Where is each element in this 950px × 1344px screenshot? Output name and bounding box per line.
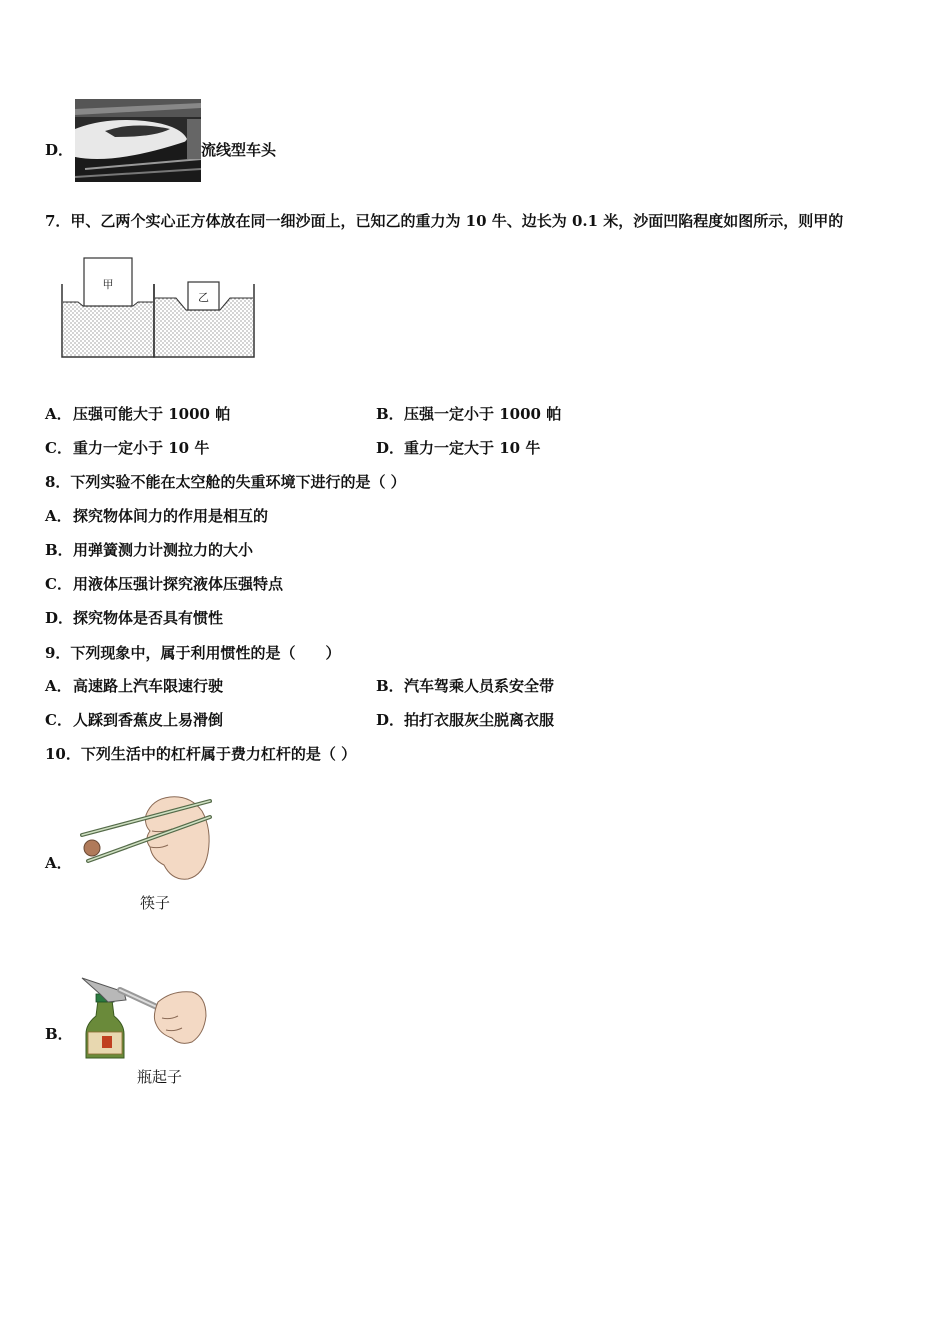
q8-option-a: A．探究物体间力的作用是相互的 — [45, 507, 269, 525]
q10-option-b-label: B． — [45, 1025, 73, 1043]
q7-stem: 7．甲、乙两个实心正方体放在同一细沙面上，已知乙的重力为 10 牛、边长为 0.1 米，沙面凹陷程度如图所示，则甲的 — [45, 212, 844, 230]
q7-option-b: B．压强一定小于 1000 帕 — [376, 405, 562, 423]
sand-cubes-figure — [58, 254, 258, 360]
q10-option-a-label: A． — [45, 854, 72, 872]
q10-stem: 10．下列生活中的杠杆属于费力杠杆的是（ ） — [45, 745, 357, 763]
q7-option-d: D．重力一定大于 10 牛 — [376, 439, 541, 457]
chopsticks-image — [80, 795, 214, 883]
q10-option-b-caption: 瓶起子 — [137, 1068, 183, 1086]
q9-stem: 9．下列现象中，属于利用惯性的是（ ） — [45, 644, 341, 662]
q9-option-b: B．汽车驾乘人员系安全带 — [376, 677, 555, 695]
q6-option-d-text: 流线型车头 — [201, 141, 277, 159]
train-nose-image — [75, 99, 201, 182]
bottle-opener-image — [80, 972, 208, 1060]
q7-option-c: C．重力一定小于 10 牛 — [45, 439, 210, 457]
q8-option-d: D．探究物体是否具有惯性 — [45, 609, 224, 627]
q8-stem: 8．下列实验不能在太空舱的失重环境下进行的是（ ） — [45, 473, 406, 491]
q9-option-d: D．拍打衣服灰尘脱离衣服 — [376, 711, 555, 729]
q8-option-c: C．用液体压强计探究液体压强特点 — [45, 575, 284, 593]
q9-option-a: A．高速路上汽车限速行驶 — [45, 677, 224, 695]
cube-jia-label: 甲 — [102, 278, 114, 291]
q6-option-d-label: D． — [45, 141, 74, 159]
q8-option-b: B．用弹簧测力计测拉力的大小 — [45, 541, 254, 559]
q10-option-a-caption: 筷子 — [140, 894, 171, 912]
q9-option-c: C．人踩到香蕉皮上易滑倒 — [45, 711, 224, 729]
cube-yi-label: 乙 — [198, 291, 209, 304]
q7-option-a: A．压强可能大于 1000 帕 — [45, 405, 231, 423]
